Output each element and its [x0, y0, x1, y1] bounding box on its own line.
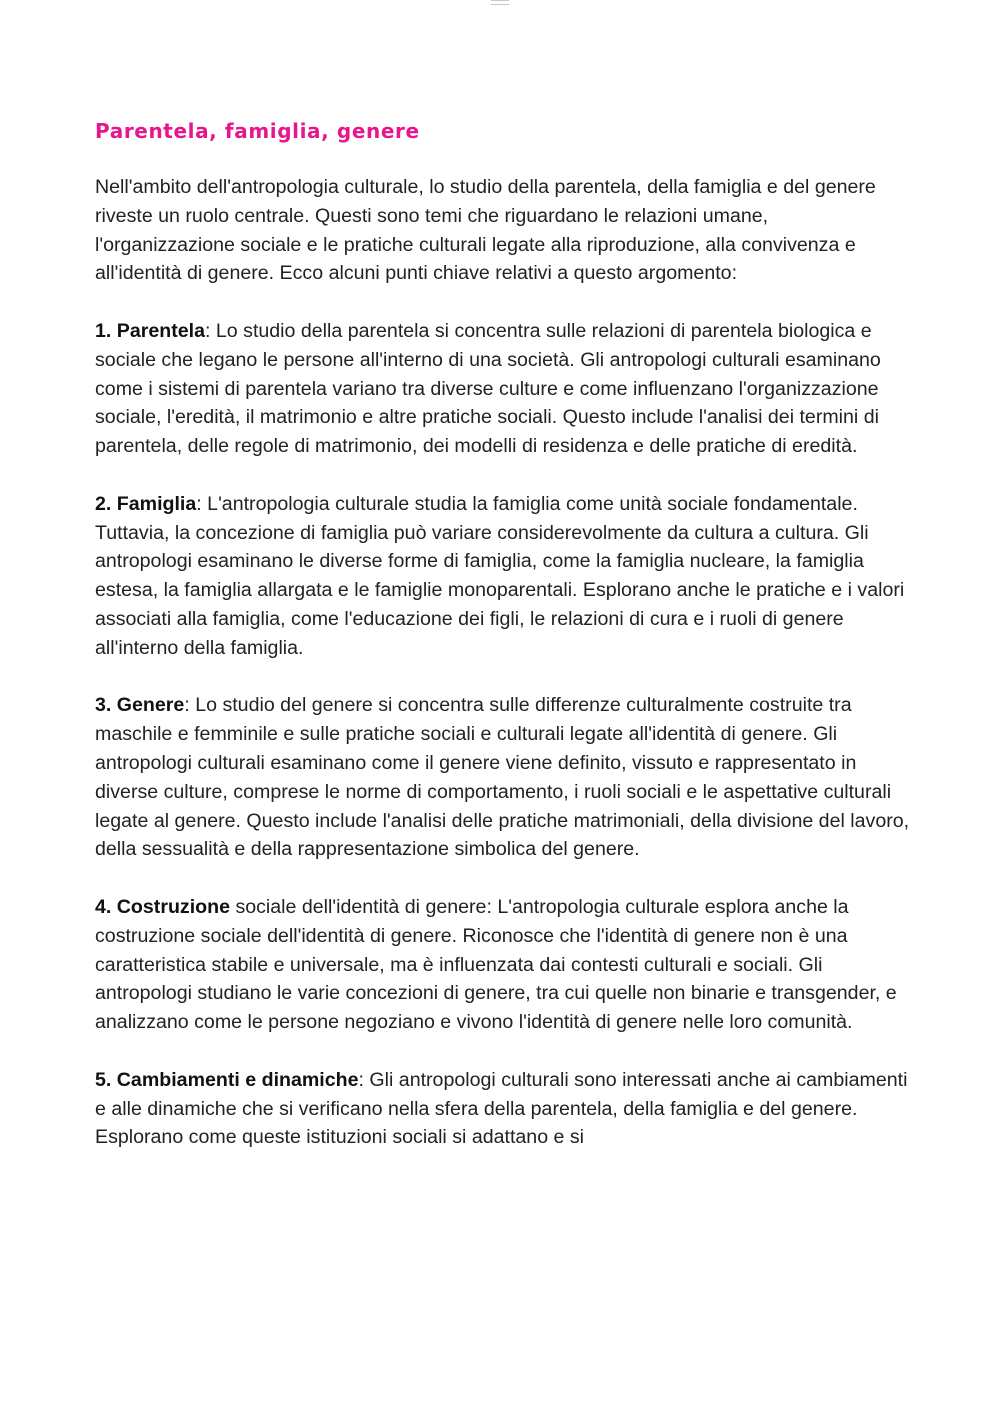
section-text: : Gli antropologi culturali sono interessati anche ai cambiamenti e alle dinamiche che si verificano nella sfera della parentela, della famiglia e del genere. Esplorano come queste istituzioni sociali si adattano e si: [95, 1068, 908, 1149]
section-text: : Lo studio del genere si concentra sulle differenze culturalmente costruite tra maschile e femminile e sulle pratiche sociali e culturali legate all'identità di genere. Gli antropologi culturali esaminano come il genere viene definito, vissuto e rappresentato in diverse culture, comprese le norme di comportamento, i ruoli sociali e le aspettative culturali legate al genere. Questo include l'analisi delle pratiche matrimoniali, della divisione del lavoro, della sessualità e della rappresentazione simbolica del genere.: [95, 694, 910, 861]
section-genere: [95, 691, 910, 864]
document-title: Parentela, famiglia, genere: [95, 119, 420, 143]
section-heading: 5. Cambiamenti e dinamiche: [95, 1068, 359, 1091]
section-heading: 2. Famiglia: [95, 492, 197, 515]
section-text: : L'antropologia culturale studia la famiglia come unità sociale fondamentale. Tuttavia, la concezione di famiglia può variare considerevolmente da cultura a cultura. Gli antropologi esaminano le diverse forme di famiglia, come la famiglia nucleare, la famiglia estesa, la famiglia allargata e le famiglie monoparentali. Esplorano anche le pratiche e i valori associati alla famiglia, come l'educazione dei figli, le relazioni di cura e i ruoli di genere all'interno della famiglia.: [95, 492, 905, 659]
section-heading: 1. Parentela: [95, 319, 206, 342]
section-costruzione: [95, 893, 910, 1037]
section-famiglia: [95, 490, 910, 663]
section-heading: 3. Genere: [95, 694, 185, 717]
section-heading: 4. Costruzione: [95, 895, 230, 918]
section-text: sociale dell'identità di genere: L'antropologia culturale esplora anche la costruzione sociale dell'identità di genere. Riconosce che l'identità di genere non è una caratteristica stabile e universale, ma è influenzata dai contesti culturali e sociali. Gli antropologi studiano le varie concezioni di genere, tra cui quelle non binarie e transgender, e analizzano come le persone negoziano e vivono l'identità di genere nelle loro comunità.: [95, 895, 897, 1034]
section-cambiamenti: [95, 1066, 910, 1152]
page-header-mark: [491, 0, 509, 5]
intro-paragraph: Nell'ambito dell'antropologia culturale, lo studio della parentela, della famiglia e del genere riveste un ruolo centrale. Questi sono temi che riguardano le relazioni umane, l'organizzazione sociale e le pratiche culturali legate alla riproduzione, alla convivenza e all'identità di genere. Ecco alcuni punti chiave relativi a questo argomento:: [95, 176, 876, 285]
section-text: : Lo studio della parentela si concentra sulle relazioni di parentela biologica e sociale che legano le persone all'interno di una società. Gli antropologi culturali esaminano come i sistemi di parentela variano tra diverse culture e come influenzano l'organizzazione sociale, l'eredità, il matrimonio e altre pratiche sociali. Questo include l'analisi dei termini di parentela, delle regole di matrimonio, dei modelli di residenza e delle pratiche di eredità.: [95, 319, 881, 458]
section-parentela: [95, 317, 910, 461]
document-body: [95, 114, 910, 1181]
